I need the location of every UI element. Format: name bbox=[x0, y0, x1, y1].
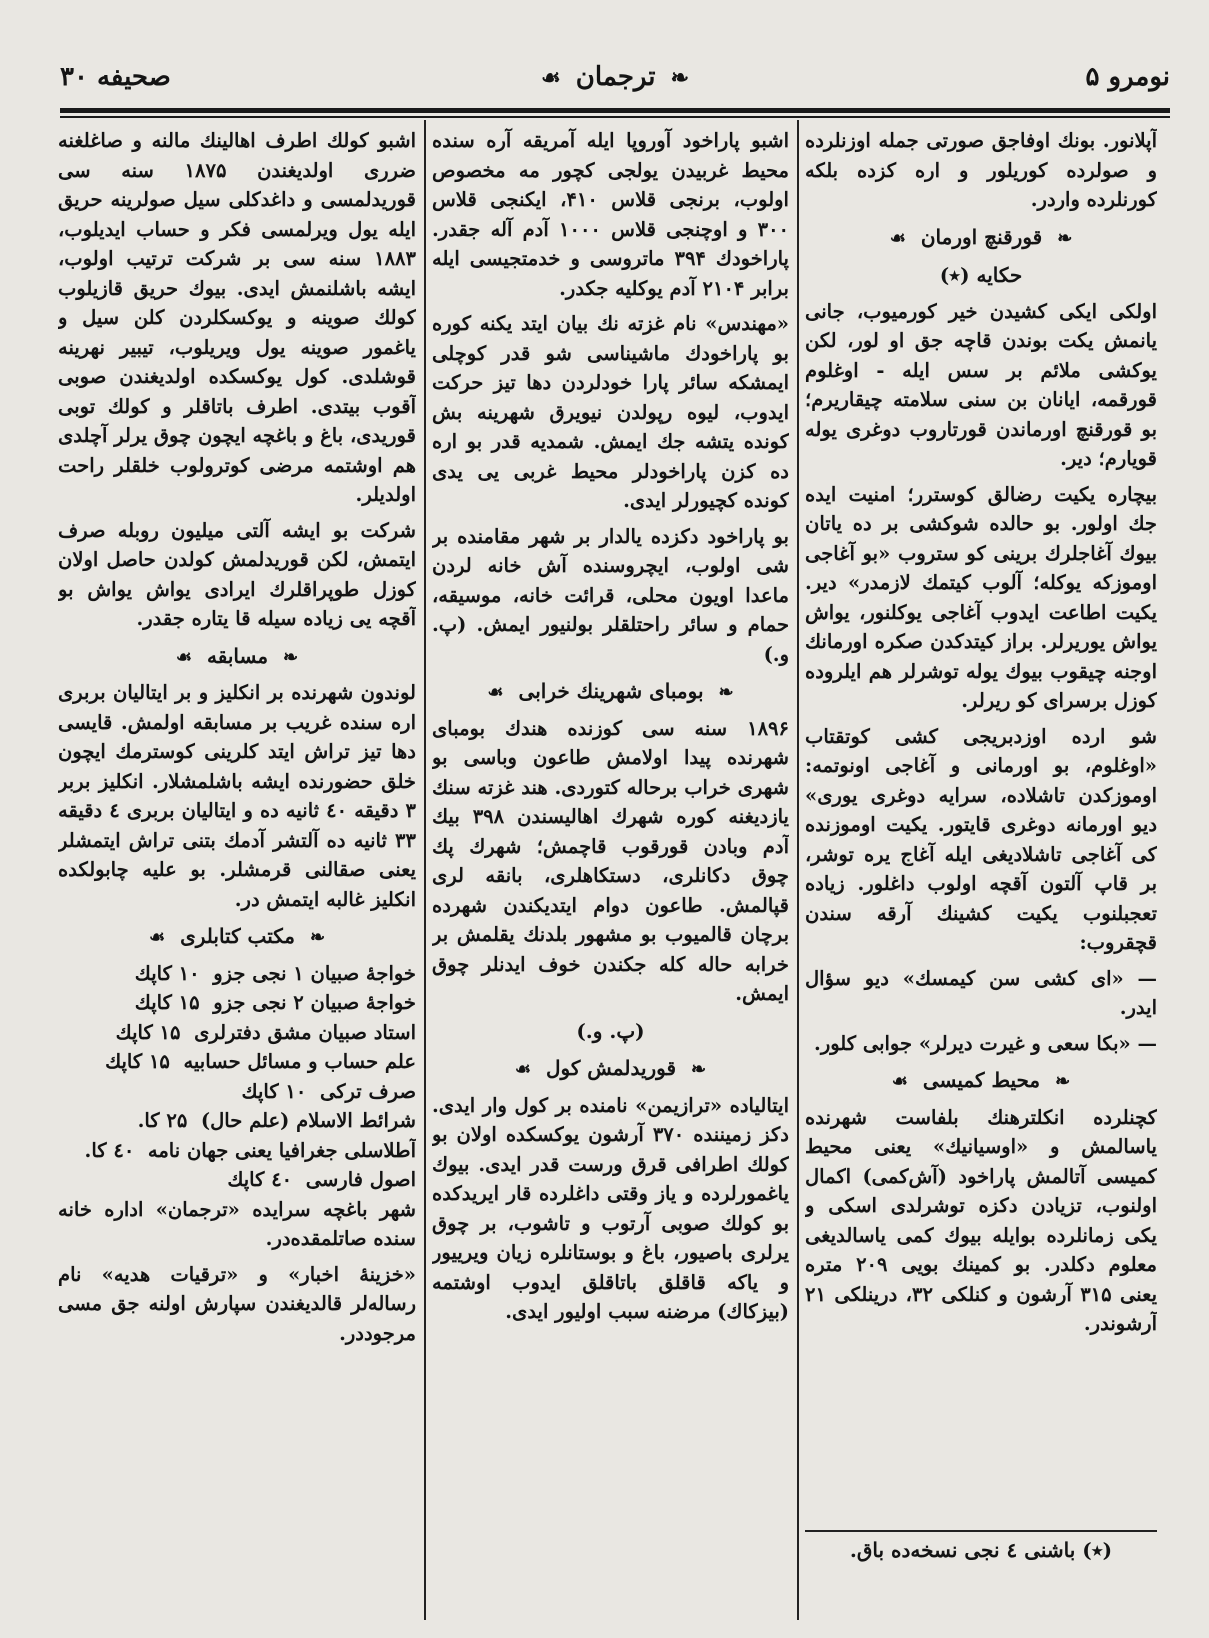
page-header bbox=[60, 48, 1170, 110]
section-heading bbox=[805, 223, 1157, 254]
intro-paragraph: آپلانور. بونك اوفاجق صورتی جمله اوزنلرده و صولرده کوریلور و اره کزده بلکه کورنلرده واردر. bbox=[805, 129, 1157, 211]
section-heading bbox=[432, 1054, 789, 1085]
section-paragraph: ایتالیاده «ترازیمن» نامنده بر کول وار ایدی. دکز زمیننده ۳۷۰ آرشون یوکسکده اولان بو کولك اطرافی قرق ورست قدر ایدی. بیوك یاغمورلرده و یاز وقتی داغلرده قار ایریدکده بو کولك صوبی آرتوب و تاشوب، بر چوق یرلری باصیور، باغ و بوستانلره زیان ویرییور و یاکه قاقلق باتاقلق ایدوب اوشتمه (بیزکاك) مرضنه سبب اولیور ایدی. bbox=[432, 1093, 789, 1323]
ornament-icon: ☙ bbox=[891, 1071, 908, 1092]
list-item: شرائط الاسلام (علم حال) ۲۵ کا. bbox=[137, 1109, 416, 1132]
ornament-icon: ❧ bbox=[670, 65, 689, 91]
section-title: قوریدلمش کول bbox=[545, 1056, 677, 1080]
ornament-icon: ☙ bbox=[514, 1059, 531, 1080]
section-title: مکتب کتابلری bbox=[180, 924, 295, 948]
section-heading bbox=[58, 642, 416, 673]
book-list bbox=[58, 959, 416, 1195]
ornament-icon: ❧ bbox=[283, 646, 299, 668]
story-paragraph: — «بکا سعی و غیرت دیرلر» جوابی کلور. bbox=[814, 1031, 1157, 1055]
issue-number: نومرو ۵ bbox=[1085, 62, 1170, 92]
column-divider bbox=[424, 120, 426, 1620]
right-column bbox=[805, 126, 1157, 1606]
left-column bbox=[58, 126, 416, 1606]
list-item: خواجهٔ صبیان ۱ نجی جزو ۱۰ کاپك bbox=[134, 961, 416, 985]
section-paragraph: کچنلرده انکلترهنك بلفاست شهرنده یاسالمش و «اوسیانیك» یعنی محیط کمیسی آتالمش پاراخود (آش‌کمی) اکمال اولنوب، تزیادن دکزه توشرلدی اسکی و یکی زمانلرده بوایله بیوك کمی یاسالدیغی معلوم دکلدر. بو کمینك بویی ۲۰۹ متره یعنی ۳۱۵ آرشون و کنلکی ۳۲، درینلکی ۲۱ آرشوندر. bbox=[805, 1105, 1157, 1335]
section-paragraph: ۱۸۹۶ سنه سی کوزنده هندك بومبای شهرنده پیدا اولامش طاعون وباسی بو شهری خراب برحاله کتوردی. هند غزته سنك یازدیغنه کوره شهرك اهالیسندن ۳۹۸ بیك آدم وبادن قورقوب قاچمش؛ شهرك پك چوق دکانلری، دستکاهلری، بانقه لری قپالمش. طاعون دوام ایتدیکندن شهرده برچان قالمیوب بو مشهور بلدنك یقلمش بر خرابه حاله کله جکندن خوف ایدنلر چوق ایمش. bbox=[432, 716, 789, 1005]
story-paragraph: شو ارده اوزدبریجی کشی کوتقتاب «اوغلوم، بو اورمانی و آغاجی اونوتمه: اوموزکدن تاشلاده، سرایه دوغری یوری» دیو اورمانه دوغری قایتور. یکیت اوموزنده کی آغاجی تاشلادیغی ایله آغاج یره توشر، بر قاپ آلتون آقچه اولوب داغلور. زیاده تعجبلنوب یکیت کشینك آرقه سندن قچقروب: bbox=[805, 724, 1157, 954]
list-item: استاد صبیان مشق دفترلری ۱۵ کاپك bbox=[115, 1020, 416, 1044]
header-rule bbox=[60, 108, 1170, 113]
story-paragraph: اولکی ایکی کشیدن خیر کورمیوب، جانی یانمش یکت بوندن قاچه جق او لور، لکن یوکشی ملائم بر سس ایله - اوغلوم قورقمه، ایانان بن سنی سلامته چیقاریرم؛ بو قورقنچ اورماندن قورتاروب دوغری یوله قویارم؛ دیر. bbox=[805, 299, 1157, 470]
section-title: مسابقه bbox=[206, 643, 269, 668]
list-item: صرف ترکی ۱۰ کاپك bbox=[241, 1079, 416, 1103]
ornament-icon: ❧ bbox=[691, 1059, 707, 1080]
list-item: علم حساب و مسائل حسابیه ۱۵ کاپك bbox=[105, 1050, 416, 1073]
intro-paragraph: اشبو کولك اطرف اهالینك مالنه و صاغلغنه ضرری اولدیغندن ۱۸۷۵ سنه سی قوریدلمسی و داغدکلی سیل صولرینه حریق ایله یول ویرلمسی فکر و حساب ایدیلوب، ۱۸۸۳ سنه سی بر شرکت ترتیب اولوب، ایشه باشلنمش ایدی. بیوك حریق قازیلوب کولك صوینه و یوکسکلردن کلن سیل و یاغمور صوینه یول ویریلوب، تیبیر نهرینه قوشلدی. کول یوکسکده اولدیغندن صوبی آقوب بیتدی. اطرف باتاقلر و کولك توبی قوریدی، باغ و باغچه ایچون چوق یرلر آچلدی هم اوشتمه مرضی کوترولوب خلقلر راحت اولدیلر. bbox=[58, 129, 416, 506]
story-paragraph: بیچاره یکیت رضالق کوسترر؛ امنیت ایده جك اولور. بو حالده شوکشی بر ده یاتان بیوك آغاجلرك برینی کو ستروب «بو آغاجی اوموزکه یوکله؛ آلوب کیتمك لازمدر» دیر. یکیت اطاعت ایدوب آغاجی یوکلنور، یواش یواش یوریرلر. براز کیتدکدن صکره اورمانك اوجنه چیقوب بیوك یوله توشرلر هم ایلروده کوزل برسرای کو ریرلر. bbox=[805, 482, 1157, 712]
signature: (پ. و.) bbox=[576, 1018, 645, 1043]
header-rule-thin bbox=[60, 116, 1170, 118]
masthead-title bbox=[535, 62, 695, 92]
list-item: آطلاسلی جغرافیا یعنی جهان نامه ٤٠ کا. bbox=[84, 1138, 416, 1162]
footnote: (٭) باشنی ٤ نجی نسخه‌ده باق. bbox=[805, 1530, 1157, 1562]
ornament-icon: ☙ bbox=[487, 682, 504, 703]
closing-paragraph: «خزینهٔ اخبار» و «ترقیات هدیه» نام رساله‌لر قالدیغندن سپارش اولنه جق مسی مرجوددر. bbox=[58, 1262, 416, 1345]
intro-paragraph: اشبو پاراخود آوروپا ایله آمریقه آره سنده محیط غربیدن یولجی کچور مه مخصوص اولوب، برنجی قلاس ۴۱۰، ایکنجی قلاس ۳۰۰ و اوچنجی قلاس ۱۰۰۰ آدم آله جقدر. پاراخودك ۳۹۴ ماتروسی و خدمتجیسی ایله برابر ۲۱۰۴ آدم یوکلیه جکدر. bbox=[432, 129, 789, 300]
article-paragraph: شرکت بو ایشه آلتی میلیون روبله صرف ایتمش، لکن قوریدلمش کولدن حاصل اولان کوزل طوپراقلرك ایرادی یواش یواش بو آقچه یی زیاده سیله قا یتاره جقدر. bbox=[58, 518, 416, 630]
column-divider bbox=[797, 120, 799, 1620]
ornament-icon: ❧ bbox=[309, 927, 326, 948]
section-title: بومبای شهرینك خرابی bbox=[518, 679, 704, 703]
section-heading bbox=[58, 922, 416, 953]
list-item: خواجهٔ صبیان ۲ نجی جزو ۱۵ کاپك bbox=[134, 991, 416, 1014]
story-title: قورقنچ اورمان bbox=[920, 224, 1043, 249]
article-paragraph: بو پاراخود دکزده یالدار بر شهر مقامنده بر شی اولوب، ایچروسنده آش خانه لردن ماعدا اویون محلی، قرائت خانه، موسیقه، حمام و سائر راحتلقلر بولنیور ایمش. (پ. و.) bbox=[432, 524, 789, 666]
story-subtitle: حکایه (٭) bbox=[939, 263, 1023, 287]
section-paragraph: لوندون شهرنده بر انکلیز و بر ایتالیان بربری اره سنده غریب بر مسابقه اولمش. قایسی دها تیز تراش ایتد کلرینی کوسترمك ایچون خلق حضورنده ایشه باشلمشلار. انکلیز بربر ۳ دقیقه ٤٠ ثانیه ده و ایتالیان بربری ٤ دقیقه ۳۳ ثانیه ده آلتشر آدمك بتنی تراش ایتمشلر یعنی صقالنی قرمشلر. بو علیه چابولکده انکلیز غالبه ایتمش در. bbox=[58, 681, 416, 911]
ornament-icon: ☙ bbox=[148, 927, 166, 948]
ornament-icon: ❧ bbox=[1057, 227, 1073, 249]
section-title: محیط کمیسی bbox=[922, 1068, 1041, 1092]
masthead-title-text: ترجمان bbox=[575, 62, 656, 92]
section-heading bbox=[432, 677, 789, 708]
closing-paragraph: شهر باغچه سرایده «ترجمان» اداره خانه سنده صاتلمقده‌در. bbox=[58, 1197, 416, 1250]
ornament-icon: ☙ bbox=[175, 646, 193, 668]
ornament-icon: ❧ bbox=[1055, 1071, 1071, 1092]
page-number: صحیفه ۳۰ bbox=[60, 62, 171, 92]
middle-column bbox=[432, 126, 789, 1606]
section-heading bbox=[805, 1066, 1157, 1097]
story-paragraph: — «ای کشی سن کیمسك» دیو سؤال ایدر. bbox=[805, 966, 1157, 1019]
list-item: اصول فارسی ٤٠ کاپك bbox=[227, 1168, 416, 1191]
ornament-icon: ❧ bbox=[718, 682, 734, 703]
article-paragraph: «مهندس» نام غزته نك بیان ایتد یکنه کوره بو پاراخودك ماشیناسی شو قدر کوچلی ایمشکه سائر پارا خودلردن دها تیز حرکت ایدوب، لیوه رپولدن نیویرق شهرینه بش کونده یتشه جك ایمش. شمدیه قدر بو اره ده کزن پاراخودلر محیط غربی یی یدی کونده کچیورلر ایدی. bbox=[432, 312, 789, 512]
ornament-icon: ☙ bbox=[541, 65, 561, 91]
ornament-icon: ☙ bbox=[889, 227, 906, 249]
